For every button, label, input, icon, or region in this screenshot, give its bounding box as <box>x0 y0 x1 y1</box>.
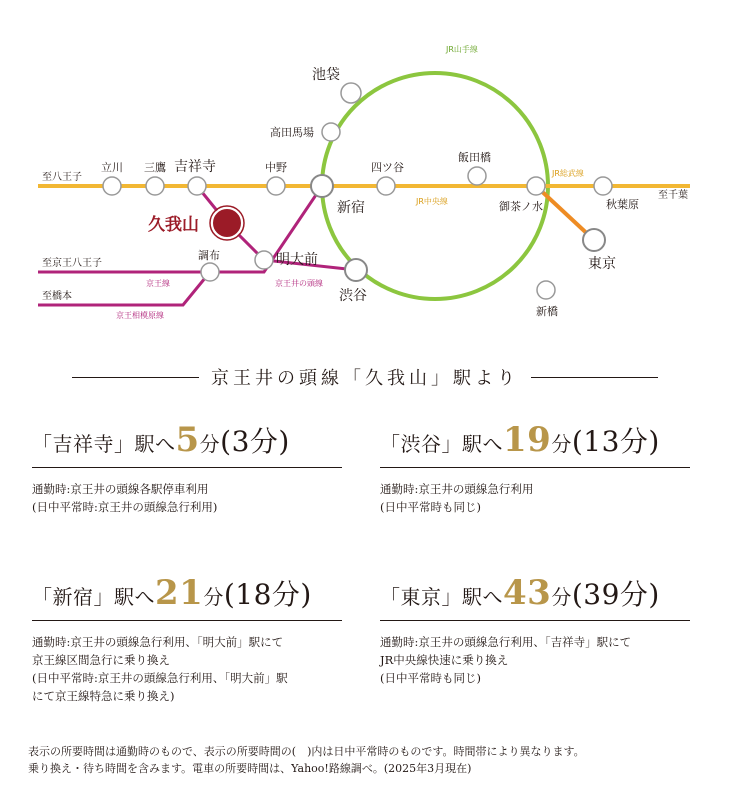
station-label-kichijoji: 吉祥寺 <box>174 159 216 175</box>
note-line: 通勤時:京王井の頭線急行利用、「明大前」駅にて <box>32 635 284 649</box>
note-line: 通勤時:京王井の頭線各駅停車利用 <box>32 482 209 496</box>
station-marker-ochanomizu <box>527 177 545 195</box>
station-label-ikebukuro: 池袋 <box>312 67 340 83</box>
station-marker-tachikawa <box>103 177 121 195</box>
access-block-title <box>380 573 690 621</box>
note-line: 通勤時:京王井の頭線急行利用 <box>380 482 534 496</box>
note-line: (日中平常時も同じ) <box>380 671 481 685</box>
access-block-notes <box>32 633 342 705</box>
footnote-line: 表示の所要時間は通勤時のもので、表示の所要時間の( )内は日中平常時のものです。時間帯により異なります。 <box>28 745 585 758</box>
station-marker-iidabashi <box>468 167 486 185</box>
destination-hachioji: 至八王子 <box>42 172 82 183</box>
station-marker-chofu <box>201 263 219 281</box>
note-line: (日中平常時:京王井の頭線急行利用、「明大前」駅 <box>32 671 288 685</box>
line-label-sagamihara: 京王相模原線 <box>116 311 164 320</box>
access-block-notes <box>380 633 690 687</box>
station-marker-mitaka <box>146 177 164 195</box>
off-peak-minutes: (39分) <box>571 578 660 611</box>
station-label-ochanomizu: 御茶ノ水 <box>499 200 543 213</box>
travel-minutes: 43 <box>503 573 552 613</box>
station-marker-meidaimae <box>255 251 273 269</box>
station-marker-shibuya <box>345 259 367 281</box>
station-label-takadanobaba: 高田馬場 <box>270 126 314 139</box>
footnote <box>28 743 585 777</box>
line-label-keio: 京王線 <box>146 279 170 288</box>
destination-chiba: 至千葉 <box>658 190 688 201</box>
destination-label: 「新宿」駅へ <box>32 585 155 609</box>
station-label-chofu: 調布 <box>198 249 220 262</box>
travel-minutes: 5 <box>175 420 200 460</box>
minutes-unit: 分 <box>551 432 572 456</box>
access-block-notes <box>32 480 342 516</box>
station-label-mitaka: 三鷹 <box>144 161 166 174</box>
heading-title: 京王井の頭線「久我山」駅より <box>211 368 519 389</box>
access-block-shinjuku <box>32 573 342 705</box>
line-label-inokashira: 京王井の頭線 <box>275 279 323 288</box>
access-block-title <box>32 573 342 621</box>
minutes-unit: 分 <box>199 432 221 456</box>
minutes-unit: 分 <box>203 585 224 609</box>
line-label-chuo: JR中央線 <box>416 197 448 206</box>
destination-label: 「渋谷」駅へ <box>380 432 503 456</box>
station-label-kugayama: 久我山 <box>148 215 199 235</box>
access-block-kichijoji <box>32 420 342 516</box>
station-marker-kichijoji <box>188 177 206 195</box>
heading-rule-right <box>531 377 658 378</box>
destination-hashimoto: 至橋本 <box>42 291 72 302</box>
destination-keio-hachioji: 至京王八王子 <box>42 258 102 269</box>
station-label-nakano: 中野 <box>265 161 287 174</box>
access-block-shibuya <box>380 420 690 516</box>
note-line: (日中平常時も同じ) <box>380 500 481 514</box>
note-line: JR中央線快速に乗り換え <box>380 653 509 667</box>
access-heading <box>60 364 670 390</box>
travel-minutes: 21 <box>155 573 204 613</box>
note-line: にて京王線特急に乗り換え) <box>32 689 175 703</box>
route-map <box>0 0 730 340</box>
access-block-tokyo <box>380 573 690 687</box>
station-marker-shimbashi <box>537 281 555 299</box>
destination-label: 「吉祥寺」駅へ <box>32 432 176 456</box>
station-label-akihabara: 秋葉原 <box>606 198 639 211</box>
footnote-line: 乗り換え・待ち時間を含みます。電車の所要時間は、Yahoo!路線調べ。(2025年3月現在) <box>28 762 472 775</box>
off-peak-minutes: (18分) <box>223 578 312 611</box>
station-marker-shinjuku <box>311 175 333 197</box>
station-label-tokyo: 東京 <box>588 256 616 272</box>
off-peak-minutes: (13分) <box>571 425 660 458</box>
line-label-sobu: JR総武線 <box>552 169 584 178</box>
station-label-shimbashi: 新橋 <box>536 305 558 318</box>
note-line: 通勤時:京王井の頭線急行利用、「吉祥寺」駅にて <box>380 635 632 649</box>
off-peak-minutes: (3分) <box>220 425 290 458</box>
station-label-meidaimae: 明大前 <box>276 252 318 268</box>
station-label-shinjuku: 新宿 <box>337 200 365 216</box>
destination-label: 「東京」駅へ <box>380 585 503 609</box>
note-line: 京王線区間急行に乗り換え <box>32 653 170 667</box>
line-label-yamanote: JR山手線 <box>446 45 478 54</box>
station-marker-akihabara <box>594 177 612 195</box>
heading-rule-left <box>72 377 199 378</box>
station-label-iidabashi: 飯田橋 <box>458 151 491 164</box>
station-label-yotsuya: 四ツ谷 <box>371 161 404 174</box>
station-label-tachikawa: 立川 <box>101 161 123 174</box>
access-block-title <box>32 420 342 468</box>
access-block-title <box>380 420 690 468</box>
station-marker-tokyo <box>583 229 605 251</box>
station-label-shibuya: 渋谷 <box>339 288 367 304</box>
station-marker-nakano <box>267 177 285 195</box>
note-line: (日中平常時:京王井の頭線急行利用) <box>32 500 218 514</box>
station-marker-kugayama <box>212 208 242 238</box>
minutes-unit: 分 <box>551 585 572 609</box>
travel-minutes: 19 <box>503 420 552 460</box>
station-marker-takadanobaba <box>322 123 340 141</box>
access-block-notes <box>380 480 690 516</box>
station-marker-ikebukuro <box>341 83 361 103</box>
station-marker-yotsuya <box>377 177 395 195</box>
